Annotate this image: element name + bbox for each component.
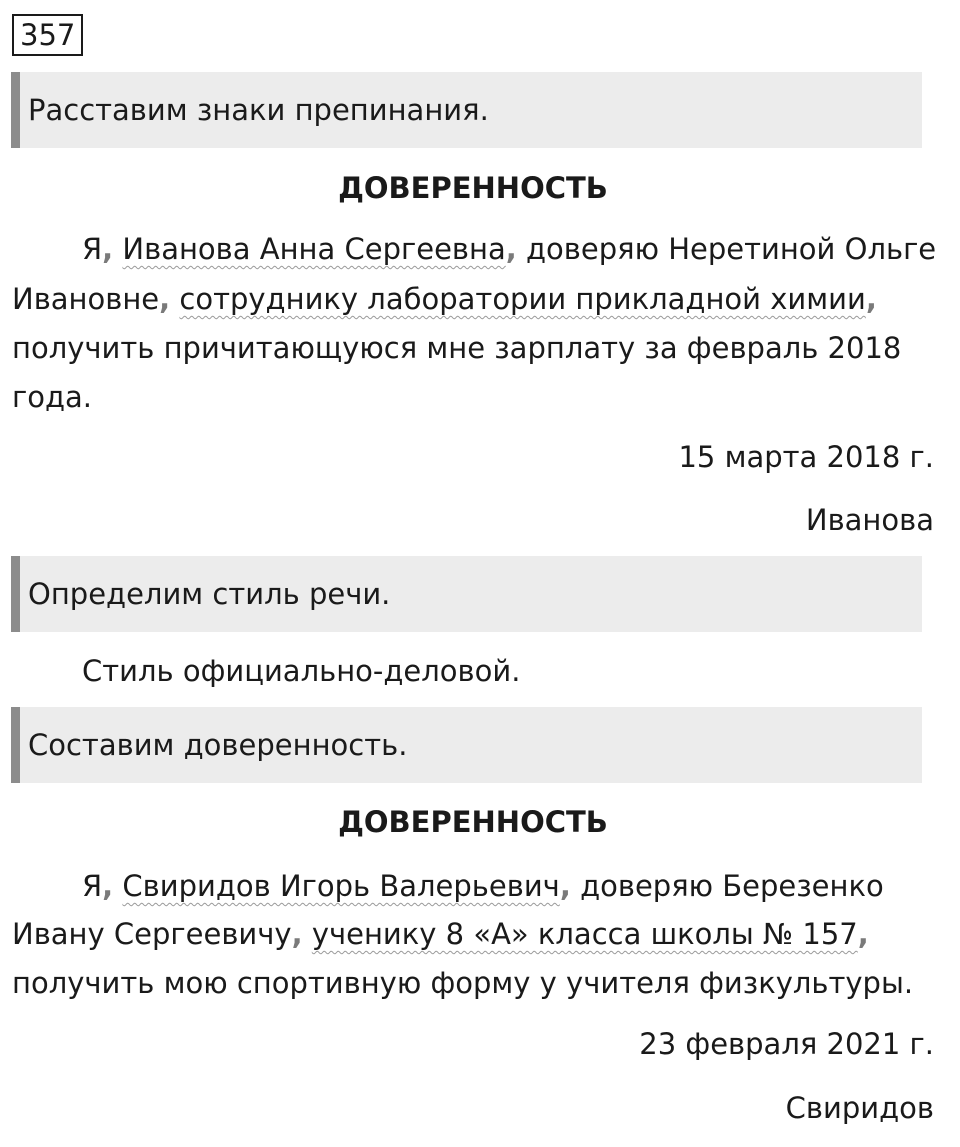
wavy-underlined-phrase: ученику 8 «А» класса школы № 157 bbox=[311, 917, 858, 951]
inserted-comma: , bbox=[102, 232, 114, 266]
doc2-signature: Свиридов bbox=[785, 1091, 934, 1125]
doc1-line-3: получить причитающуюся мне зарплату за февраль 2018 bbox=[12, 331, 902, 365]
doc1-line-1: Я, Иванова Анна Сергеевна, доверяю Неретиной Ольге bbox=[82, 232, 937, 266]
inserted-comma: , bbox=[559, 869, 571, 903]
task-banner-punctuation: Расставим знаки препинания. bbox=[11, 72, 922, 148]
style-answer: Стиль официально-деловой. bbox=[82, 654, 521, 688]
inserted-comma: , bbox=[857, 917, 869, 951]
inserted-comma: , bbox=[505, 232, 517, 266]
wavy-underlined-phrase: сотруднику лаборатории прикладной химии bbox=[179, 282, 866, 316]
doc2-line-3: получить мою спортивную форму у учителя физкультуры. bbox=[12, 966, 914, 1000]
doc1-date: 15 марта 2018 г. bbox=[678, 440, 934, 474]
document-title-2: ДОВЕРЕННОСТЬ bbox=[338, 805, 608, 839]
doc2-line-2: Ивану Сергеевичу, ученику 8 «А» класса школы № 157, bbox=[12, 917, 869, 951]
inserted-comma: , bbox=[865, 282, 877, 316]
inserted-comma: , bbox=[291, 917, 303, 951]
doc2-date: 23 февраля 2021 г. bbox=[639, 1027, 934, 1061]
document-title-1: ДОВЕРЕННОСТЬ bbox=[338, 171, 608, 205]
wavy-underlined-phrase: Свиридов Игорь Валерьевич bbox=[122, 869, 560, 903]
doc1-line-4: года. bbox=[12, 380, 93, 414]
task-banner-style: Определим стиль речи. bbox=[11, 556, 922, 632]
doc1-line-2: Ивановне, сотруднику лаборатории прикладной химии, bbox=[12, 282, 877, 316]
doc2-line-1: Я, Свиридов Игорь Валерьевич, доверяю Березенко bbox=[82, 869, 884, 903]
task-number-box: 357 bbox=[12, 14, 83, 56]
task-banner-compose: Составим доверенность. bbox=[11, 707, 922, 783]
doc1-signature: Иванова bbox=[805, 503, 934, 537]
wavy-underlined-phrase: Иванова Анна Сергеевна bbox=[122, 232, 506, 266]
inserted-comma: , bbox=[102, 869, 114, 903]
inserted-comma: , bbox=[159, 282, 171, 316]
